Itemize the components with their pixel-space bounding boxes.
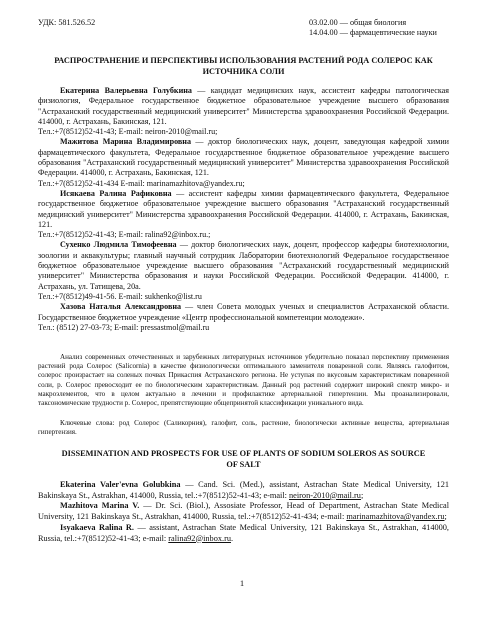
author-contact: Тел.:+7(8512)52-41-43; E-mail: neiron-2010@mail.ru; (38, 127, 218, 137)
page-number: 1 (239, 578, 245, 588)
authors-en (38, 480, 449, 544)
author-affiliation: — Dr. Sci. (Biol.), Assosiate Professor, Head of Department, Astrachan State Medical University, 121 Bakinskaya St., Astrakhan, 414000, Russia, tel.:+7(8512)52-41-434; e-mail: (38, 501, 449, 522)
authors-ru (38, 86, 449, 333)
author-name: Isyakaeva Ralina R. (60, 522, 135, 532)
author-en-1: Ekaterina Valer'evna Golubkina — Cand. Sci. (Med.), assistant, Astrachan State Medical University, 121 Bakinskaya St., Astrakhan, 414000, Russia, tel.:+7(8512)52-41-43; e-mail: neiron-2010@mail.ru; (38, 480, 449, 500)
author-email-link[interactable]: neiron-2010@mail.ru (289, 490, 361, 500)
author-contact: Тел.: (8512) 27-03-73; E-mail: pressastmol@mail.ru (38, 322, 210, 332)
author-name: Хазова Наталья Александровна (60, 302, 182, 312)
title-en: DISSEMINATION AND PROSPECTS FOR USE OF PLANTS OF SODIUM SOLEROS AS SOURCE OF SALT (61, 449, 426, 469)
keywords-ru: Ключевые слова: род Солерос (Саликорния), галофит, соль, растение, биологически активные вещества, артериальная гипертензия. (38, 419, 449, 437)
title-ru: РАСПРОСТРАНЕНИЕ И ПЕРСПЕКТИВЫ ИСПОЛЬЗОВАНИЯ РАСТЕНИЙ РОДА СОЛЕРОС КАК ИСТОЧНИКА СОЛИ (54, 56, 433, 76)
author-en-2: Mazhitova Marina V. — Dr. Sci. (Biol.), Assosiate Professor, Head of Department, Astrachan State Medical University, 121 Bakinskaya St., Astrakhan, 414000, Russia, tel.:+7(8512)52-41-434; e-mail: marinamazhitova@yandex.ru; (38, 501, 449, 522)
author-affiliation: — кандидат медицинских наук, ассистент кафедры патологическая физиология, Федеральное государственное бюджетное образовательное учреждение высшего образования "Астраханский государственный медицинский университет" Министерства здравоохранения Российской Федерации. 414000, г. Астрахань, Бакинская, 121. (38, 86, 449, 126)
author-affiliation: — Cand. Sci. (Med.), assistant, Astrachan State Medical University, 121 Bakinskaya St., Astrakhan, 414000, Russia, tel.:+7(8512)52-41-43; e-mail: (38, 480, 449, 500)
author-affiliation: — член Совета молодых ученых и специалистов Астраханской области. Государственное бюджетное учреждение «Центр профессиональной компетенции молодежи». (38, 302, 450, 322)
author-affiliation: — ассистент кафедры химии фармацевтического факультета, Федеральное государственное бюджетное образовательное учреждение высшего образования "Астраханский государственный медицинский университет" Министерства здравоохранения Российской Федерации. 414000, г. Астрахань, Бакинская, 121. (38, 188, 449, 229)
author-contact: Тел.:+7(8512)52-41-434 E-mail: marinamazhitova@yandex.ru; (38, 178, 245, 188)
author-email-link[interactable]: marinamazhitova@yandex.ru (346, 512, 445, 522)
author-contact: Тел.:+7(8512)49-41-56. E-mail: sukhenko@list.ru (38, 291, 202, 301)
author-ru-3 (38, 189, 449, 230)
specialty-code-biology: 03.02.00 — общая биология (309, 18, 407, 27)
author-email-link[interactable]: ralina92@inbox.ru (168, 533, 231, 543)
author-name: Мажитова Марина Владимировна (60, 137, 191, 147)
author-ru-4 (38, 240, 449, 291)
author-ru-5 (38, 302, 449, 323)
author-affiliation: — доктор биологических наук, доцент, заведующая кафедрой химии фармацевтического факультета, Федеральное государственное бюджетное образовательное учреждение высшего образования "Астраханский государственный медицинский университет" Министерства здравоохранения Российской Федерации. 414000, г. Астрахань, Бакинская, 121. (38, 137, 449, 178)
author-name: Екатерина Валерьевна Голубкина (60, 86, 192, 95)
author-affiliation: — assistant, Astrachan State Medical University, 121 Bakinskaya St., Astrakhan, 414000, Russia, tel.:+7(8512)52-41-43; e-mail: (38, 522, 450, 543)
author-name: Ekaterina Valer'evna Golubkina (60, 480, 181, 489)
abstract-ru: Анализ современных отечественных и зарубежных литературных источников убедительно показал перспективу применения растений рода Солерос (Salicornia) в качестве физиологически оптимального заменителя поваренной соли. Являясь галофитом, солерос произрастает на соленых почвах Прикаспия Астраханского региона. Не уступая по вкусовым характеристикам поваренной соли, р. Солерос превосходит ее по биологическим характеристикам. Данный род растений содержит широкий спектр микро- и макроэлементов, что в целом актуально в лечении и профилактике артериальной гипертензии. Мы проанализировали, таксономические трудности р. Солерос, препятствующие общепринятой классификации уникального вида. (38, 353, 449, 408)
author-ru-1 (38, 86, 449, 127)
author-affiliation: — доктор биологических наук, доцент, профессор кафедры биотехнологии, зоологии и аквакультуры; главный научный сотрудник Лаборатории биотехнологий Федеральное государственное бюджетное образовательное учреждение высшего образования "Астраханский государственный медицинский университет" Министерства образования и науки Российской Федерации. Российской Федерации. 414000, г. Астрахань, ул. Татищева, 20а. (38, 240, 449, 291)
specialty-code-pharmacy: 14.04.00 — фармацевтические науки (309, 28, 437, 38)
author-ru-2 (38, 137, 449, 178)
udk-code: УДК: 581.526.52 (38, 18, 96, 27)
author-name: Сухенко Людмила Тимофеевна (60, 240, 177, 250)
specialty-codes (309, 18, 449, 39)
author-name: Исякаева Ралина Рафиковна (60, 188, 172, 198)
author-name: Mazhitova Marina V. (60, 501, 140, 511)
author-contact: Тел.:+7(8512)52-41-43; E-mail: ralina92@inbox.ru.; (38, 230, 211, 240)
author-en-3: Isyakaeva Ralina R. — assistant, Astrachan State Medical University, 121 Bakinskaya St., Astrakhan, 414000, Russia, tel.:+7(8512)52-41-43; e-mail: ralina92@inbox.ru. (38, 522, 450, 543)
